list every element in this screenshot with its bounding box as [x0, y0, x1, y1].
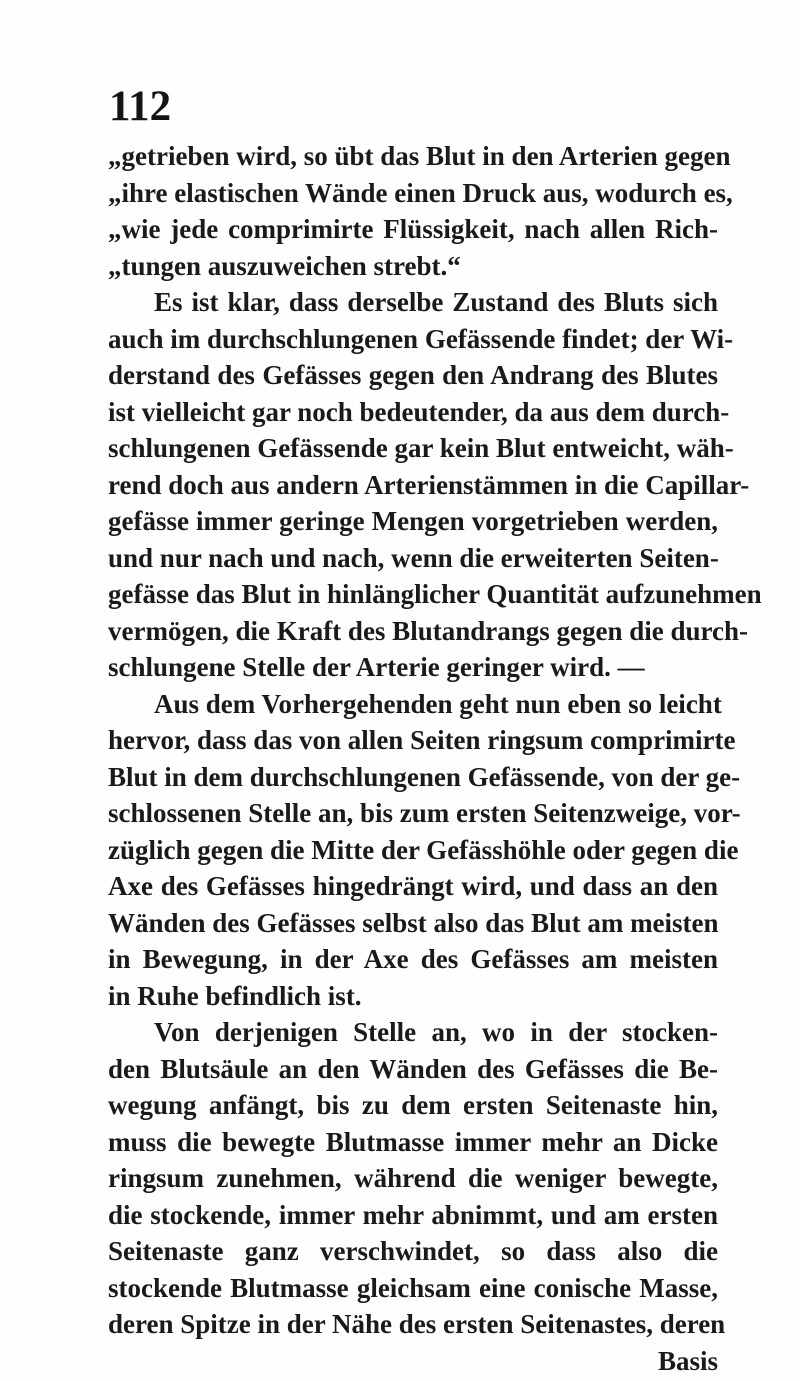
text-line: in Bewegung, in der Axe des Gefässes am meisten — [108, 944, 718, 974]
text-line: „tungen auszuweichen strebt.“ — [108, 250, 461, 281]
text-line: den Blutsäule an den Wänden des Gefässes die Be- — [108, 1053, 718, 1084]
text-line: Von derjenigen Stelle an, wo in der stocken- — [154, 1017, 718, 1047]
text-line: Axe des Gefässes hingedrängt wird, und dass an den — [108, 871, 718, 901]
text-line: derstand des Gefässes gegen den Andrang des Blutes — [108, 360, 718, 390]
text-line: vermögen, die Kraft des Blutandrangs gegen die durch- — [108, 615, 748, 646]
text-line: hervor, dass das von allen Seiten ringsum comprimirte — [108, 725, 736, 755]
text-line: in Ruhe befindlich ist. — [108, 980, 362, 1011]
text-line: „wie jede comprimirte Flüssigkeit, nach allen Rich- — [108, 214, 718, 244]
text-line: auch im durchschlungenen Gefässende findet; der Wi- — [108, 323, 734, 354]
text-line: muss die bewegte Blutmasse immer mehr an Dicke — [108, 1126, 718, 1157]
text-line: gefässe immer geringe Mengen vorgetrieben werden, — [108, 506, 718, 536]
text-line: züglich gegen die Mitte der Gefässhöhle oder gegen die — [108, 834, 739, 865]
page-number: 112 — [109, 83, 172, 130]
text-line: „ihre elastischen Wände einen Druck aus, wodurch es, — [108, 177, 733, 208]
text-line: schlungene Stelle der Arterie geringer wird. — — [108, 652, 645, 682]
body-text — [108, 138, 762, 1379]
catchword: Basis — [657, 1345, 718, 1376]
text-line: schlossenen Stelle an, bis zum ersten Seitenzweige, vor- — [108, 798, 741, 828]
text-line: ringsum zunehmen, während die weniger bewegte, — [108, 1163, 718, 1193]
text-line: Es ist klar, dass derselbe Zustand des Bluts sich — [154, 287, 718, 317]
text-line: ist vielleicht gar noch bedeutender, da aus dem durch- — [108, 396, 730, 427]
text-line: stockende Blutmasse gleichsam eine conische Masse, — [108, 1272, 718, 1303]
text-line: die stockende, immer mehr abnimmt, und am ersten — [108, 1199, 718, 1230]
text-line: deren Spitze in der Nähe des ersten Seitenastes, deren — [108, 1309, 726, 1339]
text-line: Blut in dem durchschlungenen Gefässende, von der ge- — [108, 761, 741, 792]
text-line: rend doch aus andern Arterienstämmen in die Capillar- — [108, 469, 750, 500]
text-line: Wänden des Gefässes selbst also das Blut am meisten — [108, 907, 719, 938]
text-line: und nur nach und nach, wenn die erweiterten Seiten- — [108, 542, 719, 573]
text-line: gefässe das Blut in hinlänglicher Quantität aufzunehmen — [108, 579, 762, 609]
text-line: wegung anfängt, bis zu dem ersten Seitenaste hin, — [108, 1090, 718, 1120]
text-line: Seitenaste ganz verschwindet, so dass also die — [108, 1236, 718, 1266]
text-line: schlungenen Gefässende gar kein Blut entweicht, wäh- — [108, 433, 734, 463]
text-line: Aus dem Vorhergehenden geht nun eben so leicht — [154, 688, 722, 719]
text-line: „getrieben wird, so übt das Blut in den Arterien gegen — [108, 141, 731, 171]
